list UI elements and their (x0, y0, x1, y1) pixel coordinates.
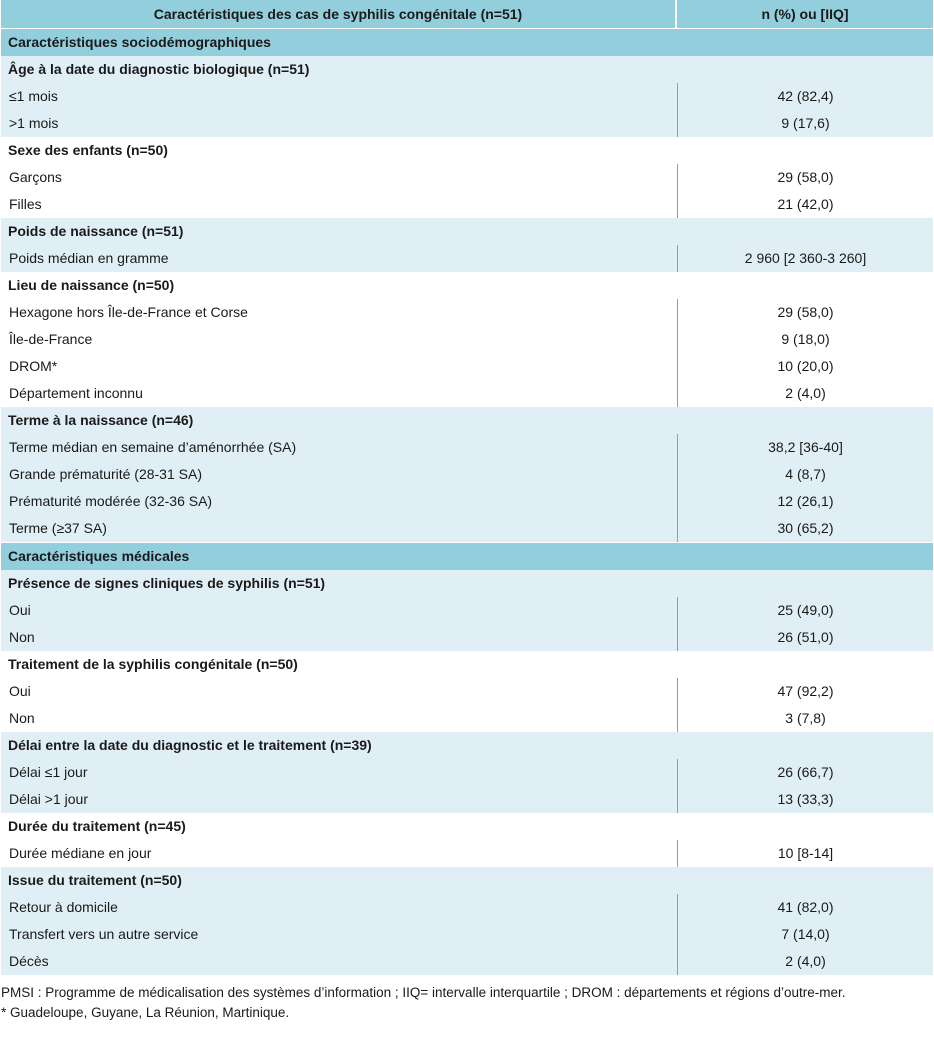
group-label: Sexe des enfants (n=50) (1, 137, 933, 164)
row-value: 10 [8-14] (677, 840, 933, 867)
row-value: 38,2 [36-40] (677, 434, 933, 461)
row-label: Retour à domicile (1, 894, 677, 921)
table-row (1, 948, 933, 975)
section-header-row (1, 542, 933, 570)
table-row (1, 434, 933, 461)
row-value: 13 (33,3) (677, 786, 933, 813)
table-row (1, 110, 933, 137)
table-row (1, 191, 933, 218)
table-row (1, 515, 933, 542)
group-label: Poids de naissance (n=51) (1, 218, 933, 245)
row-label: Transfert vers un autre service (1, 921, 677, 948)
row-label: ≤1 mois (1, 83, 677, 110)
footnote-drom: * Guadeloupe, Guyane, La Réunion, Martinique. (1, 1005, 290, 1020)
row-value: 2 (4,0) (677, 948, 933, 975)
table-row (1, 705, 933, 732)
row-value: 42 (82,4) (677, 83, 933, 110)
data-table (1, 0, 933, 975)
row-value: 4 (8,7) (677, 461, 933, 488)
table-row (1, 624, 933, 651)
row-label: Hexagone hors Île-de-France et Corse (1, 299, 677, 326)
group-label: Durée du traitement (n=45) (1, 813, 933, 840)
group-label: Délai entre la date du diagnostic et le traitement (n=39) (1, 732, 933, 759)
row-label: Non (1, 705, 677, 732)
group-header-row (1, 56, 933, 83)
group-header-row (1, 813, 933, 840)
group-header-row (1, 732, 933, 759)
row-value: 25 (49,0) (677, 597, 933, 624)
group-header-row (1, 407, 933, 434)
table-row (1, 326, 933, 353)
group-label: Présence de signes cliniques de syphilis (n=51) (1, 570, 933, 597)
table-row (1, 164, 933, 191)
row-value: 30 (65,2) (677, 515, 933, 542)
row-label: Oui (1, 678, 677, 705)
group-header-row (1, 867, 933, 894)
row-value: 9 (18,0) (677, 326, 933, 353)
row-label: Garçons (1, 164, 677, 191)
table-row (1, 299, 933, 326)
group-header-row (1, 137, 933, 164)
row-label: Délai ≤1 jour (1, 759, 677, 786)
footnotes (0, 975, 934, 1023)
group-label: Lieu de naissance (n=50) (1, 272, 933, 299)
row-value: 26 (51,0) (677, 624, 933, 651)
row-label: Décès (1, 948, 677, 975)
row-label: Île-de-France (1, 326, 677, 353)
group-header-row (1, 570, 933, 597)
row-value: 7 (14,0) (677, 921, 933, 948)
row-value: 2 (4,0) (677, 380, 933, 407)
row-label: Prématurité modérée (32-36 SA) (1, 488, 677, 515)
row-label: Terme (≥37 SA) (1, 515, 677, 542)
table-row (1, 786, 933, 813)
row-label: Terme médian en semaine d’aménorrhée (SA) (1, 434, 677, 461)
row-label: Durée médiane en jour (1, 840, 677, 867)
row-value: 2 960 [2 360-3 260] (677, 245, 933, 272)
table-row (1, 353, 933, 380)
table-body (1, 28, 933, 975)
row-value: 29 (58,0) (677, 299, 933, 326)
group-label: Traitement de la syphilis congénitale (n=50) (1, 651, 933, 678)
table-row (1, 83, 933, 110)
row-label: Poids médian en gramme (1, 245, 677, 272)
row-label: Délai >1 jour (1, 786, 677, 813)
table-row (1, 597, 933, 624)
row-value: 29 (58,0) (677, 164, 933, 191)
row-value: 41 (82,0) (677, 894, 933, 921)
table-row (1, 678, 933, 705)
table-row (1, 759, 933, 786)
group-label: Issue du traitement (n=50) (1, 867, 933, 894)
table-row (1, 380, 933, 407)
header-characteristics: Caractéristiques des cas de syphilis congénitale (n=51) (1, 0, 677, 28)
row-label: Oui (1, 597, 677, 624)
row-label: Filles (1, 191, 677, 218)
row-value: 10 (20,0) (677, 353, 933, 380)
table-row (1, 921, 933, 948)
footnote-abbreviations: PMSI : Programme de médicalisation des systèmes d’information ; IIQ= intervalle interquartile ; DROM : départements et régions d’outre-mer. (1, 985, 846, 1000)
group-header-row (1, 218, 933, 245)
row-value: 12 (26,1) (677, 488, 933, 515)
row-label: DROM* (1, 353, 677, 380)
section-label: Caractéristiques médicales (1, 542, 933, 570)
row-label: Département inconnu (1, 380, 677, 407)
table-row (1, 461, 933, 488)
row-label: >1 mois (1, 110, 677, 137)
table-header-row (1, 0, 933, 28)
row-value: 3 (7,8) (677, 705, 933, 732)
table-row (1, 894, 933, 921)
section-header-row (1, 28, 933, 56)
table-row (1, 840, 933, 867)
table-row (1, 245, 933, 272)
group-header-row (1, 272, 933, 299)
section-label: Caractéristiques sociodémographiques (1, 28, 933, 56)
table-row (1, 488, 933, 515)
row-value: 9 (17,6) (677, 110, 933, 137)
row-value: 21 (42,0) (677, 191, 933, 218)
row-label: Non (1, 624, 677, 651)
row-value: 26 (66,7) (677, 759, 933, 786)
group-label: Âge à la date du diagnostic biologique (n=51) (1, 56, 933, 83)
row-label: Grande prématurité (28-31 SA) (1, 461, 677, 488)
row-value: 47 (92,2) (677, 678, 933, 705)
header-values: n (%) ou [IIQ] (677, 0, 933, 28)
group-label: Terme à la naissance (n=46) (1, 407, 933, 434)
group-header-row (1, 651, 933, 678)
